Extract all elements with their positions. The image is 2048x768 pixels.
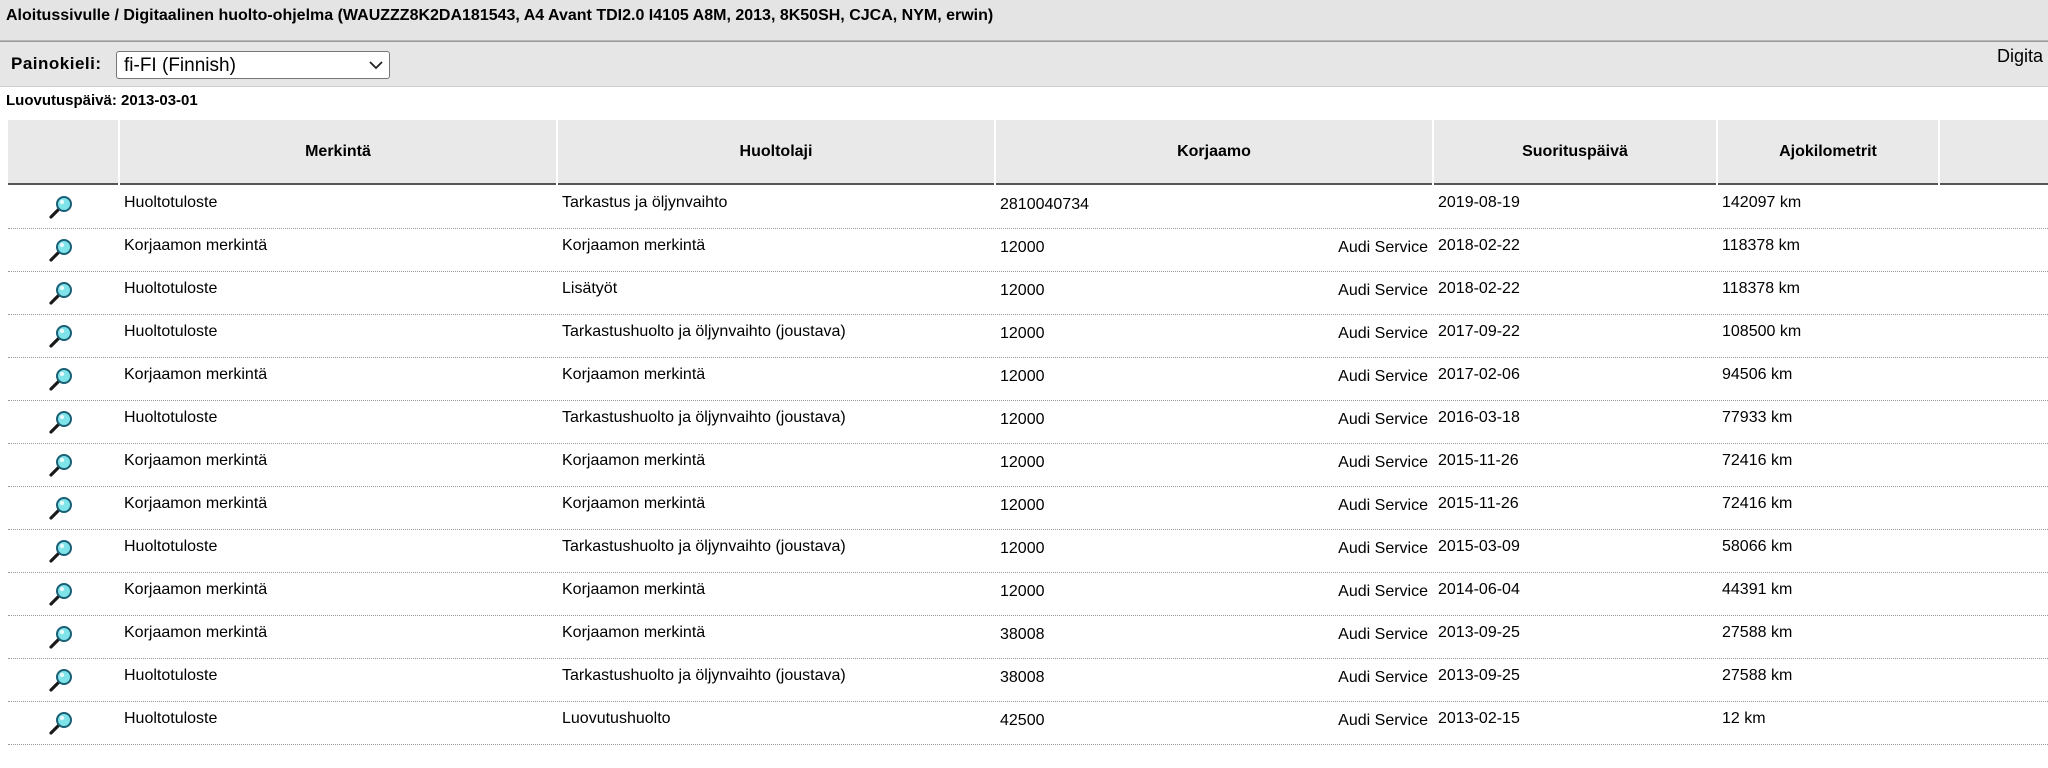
- mileage-cell: 12 km: [1722, 710, 1766, 727]
- table-row[interactable]: [8, 315, 2048, 358]
- mileage-cell: 142097 km: [1722, 194, 1802, 211]
- header-date[interactable]: Suorituspäivä: [1434, 120, 1716, 185]
- service-type-cell: Tarkastushuolto ja öljynvaihto (joustava): [562, 409, 846, 426]
- service-type-cell: Luovutushuolto: [562, 710, 671, 727]
- workshop-name-cell: Audi Service: [1338, 712, 1428, 729]
- service-type-cell: Tarkastushuolto ja öljynvaihto (joustava): [562, 538, 846, 555]
- service-type-cell: Tarkastushuolto ja öljynvaihto (joustava): [562, 667, 846, 684]
- mileage-cell: 44391 km: [1722, 581, 1793, 598]
- print-language-label: Painokieli:: [11, 54, 102, 73]
- header-mileage[interactable]: Ajokilometrit: [1718, 120, 1938, 185]
- chevron-down-icon: [369, 60, 383, 70]
- table-row[interactable]: [8, 659, 2048, 702]
- workshop-number-cell: 12000: [1000, 282, 1045, 299]
- entry-cell: Korjaamon merkintä: [124, 237, 268, 254]
- workshop-name-cell: Audi Service: [1338, 239, 1428, 256]
- header-bar: [0, 0, 2048, 41]
- date-cell: 2018-02-22: [1438, 237, 1520, 254]
- entry-cell: Korjaamon merkintä: [124, 495, 268, 512]
- workshop-name-cell: Audi Service: [1338, 626, 1428, 643]
- header-extra-column: [1940, 120, 2048, 185]
- magnifier-icon[interactable]: [48, 323, 74, 349]
- service-type-cell: Lisätyöt: [562, 280, 618, 297]
- entry-cell: Huoltotuloste: [124, 194, 218, 211]
- workshop-number-cell: 2810040734: [1000, 196, 1089, 213]
- entry-cell: Korjaamon merkintä: [124, 581, 268, 598]
- date-cell: 2013-09-25: [1438, 624, 1520, 641]
- truncated-header-text: Digita: [1997, 46, 2044, 66]
- magnifier-icon[interactable]: [48, 538, 74, 564]
- print-language-bar: [0, 41, 2048, 87]
- mileage-cell: 58066 km: [1722, 538, 1793, 555]
- mileage-cell: 72416 km: [1722, 495, 1793, 512]
- workshop-number-cell: 12000: [1000, 497, 1045, 514]
- entry-cell: Huoltotuloste: [124, 409, 218, 426]
- workshop-name-cell: Audi Service: [1338, 411, 1428, 428]
- table-row[interactable]: [8, 444, 2048, 487]
- mileage-cell: 118378 km: [1722, 237, 1800, 254]
- workshop-number-cell: 12000: [1000, 411, 1045, 428]
- entry-cell: Korjaamon merkintä: [124, 624, 268, 641]
- header-service-type[interactable]: Huoltolaji: [558, 120, 994, 185]
- mileage-cell: 27588 km: [1722, 624, 1793, 641]
- magnifier-icon[interactable]: [48, 667, 74, 693]
- service-type-cell: Korjaamon merkintä: [562, 581, 706, 598]
- date-cell: 2013-02-15: [1438, 710, 1520, 727]
- magnifier-icon[interactable]: [48, 280, 74, 306]
- magnifier-icon[interactable]: [48, 237, 74, 263]
- date-cell: 2015-11-26: [1438, 495, 1519, 512]
- mileage-cell: 108500 km: [1722, 323, 1802, 340]
- table-row[interactable]: [8, 401, 2048, 444]
- table-row[interactable]: [8, 229, 2048, 272]
- magnifier-icon[interactable]: [48, 452, 74, 478]
- date-cell: 2018-02-22: [1438, 280, 1520, 297]
- table-row[interactable]: [8, 186, 2048, 229]
- magnifier-icon[interactable]: [48, 194, 74, 220]
- workshop-number-cell: 12000: [1000, 540, 1045, 557]
- date-cell: 2014-06-04: [1438, 581, 1520, 598]
- magnifier-icon[interactable]: [48, 366, 74, 392]
- service-type-cell: Korjaamon merkintä: [562, 452, 706, 469]
- date-cell: 2015-11-26: [1438, 452, 1519, 469]
- workshop-number-cell: 38008: [1000, 626, 1045, 643]
- entry-cell: Huoltotuloste: [124, 667, 218, 684]
- date-cell: 2017-09-22: [1438, 323, 1520, 340]
- magnifier-icon[interactable]: [48, 409, 74, 435]
- workshop-name-cell: Audi Service: [1338, 583, 1428, 600]
- workshop-number-cell: 12000: [1000, 583, 1045, 600]
- workshop-number-cell: 12000: [1000, 454, 1045, 471]
- mileage-cell: 77933 km: [1722, 409, 1793, 426]
- service-type-cell: Korjaamon merkintä: [562, 366, 706, 383]
- entry-cell: Huoltotuloste: [124, 323, 218, 340]
- entry-cell: Huoltotuloste: [124, 710, 218, 727]
- date-cell: 2015-03-09: [1438, 538, 1520, 555]
- table-row[interactable]: [8, 573, 2048, 616]
- workshop-name-cell: Audi Service: [1338, 325, 1428, 342]
- entry-cell: Huoltotuloste: [124, 280, 218, 297]
- magnifier-icon[interactable]: [48, 581, 74, 607]
- table-row[interactable]: [8, 530, 2048, 573]
- table-row[interactable]: [8, 702, 2048, 745]
- service-history-table: [8, 120, 2048, 768]
- magnifier-icon[interactable]: [48, 624, 74, 650]
- table-row[interactable]: [8, 487, 2048, 530]
- date-cell: 2013-09-25: [1438, 667, 1520, 684]
- entry-cell: Huoltotuloste: [124, 538, 218, 555]
- mileage-cell: 94506 km: [1722, 366, 1793, 383]
- print-language-value: fi-FI (Finnish): [124, 55, 236, 76]
- date-cell: 2017-02-06: [1438, 366, 1520, 383]
- service-type-cell: Korjaamon merkintä: [562, 495, 706, 512]
- mileage-cell: 72416 km: [1722, 452, 1793, 469]
- service-type-cell: Tarkastushuolto ja öljynvaihto (joustava): [562, 323, 846, 340]
- print-language-select[interactable]: [116, 51, 390, 79]
- table-row[interactable]: [8, 358, 2048, 401]
- table-row[interactable]: [8, 616, 2048, 659]
- workshop-name-cell: Audi Service: [1338, 497, 1428, 514]
- workshop-name-cell: Audi Service: [1338, 368, 1428, 385]
- entry-cell: Korjaamon merkintä: [124, 452, 268, 469]
- entry-cell: Korjaamon merkintä: [124, 366, 268, 383]
- magnifier-icon[interactable]: [48, 495, 74, 521]
- workshop-number-cell: 12000: [1000, 368, 1045, 385]
- mileage-cell: 27588 km: [1722, 667, 1793, 684]
- mileage-cell: 118378 km: [1722, 280, 1800, 297]
- workshop-number-cell: 42500: [1000, 712, 1045, 729]
- workshop-name-cell: Audi Service: [1338, 454, 1428, 471]
- breadcrumb[interactable]: Aloitussivulle / Digitaalinen huolto-ohjelma (WAUZZZ8K2DA181543, A4 Avant TDI2.0 I4105 A8M, 2013, 8K50SH, CJCA, NYM, erwin): [6, 7, 994, 24]
- workshop-name-cell: Audi Service: [1338, 669, 1428, 686]
- header-workshop[interactable]: Korjaamo: [996, 120, 1432, 185]
- workshop-number-cell: 12000: [1000, 325, 1045, 342]
- header-icon-column: [8, 120, 118, 185]
- service-type-cell: Korjaamon merkintä: [562, 624, 706, 641]
- date-cell: 2019-08-19: [1438, 194, 1520, 211]
- table-row[interactable]: [8, 272, 2048, 315]
- magnifier-icon[interactable]: [48, 710, 74, 736]
- header-entry[interactable]: Merkintä: [120, 120, 556, 185]
- workshop-number-cell: 12000: [1000, 239, 1045, 256]
- workshop-number-cell: 38008: [1000, 669, 1045, 686]
- service-type-cell: Korjaamon merkintä: [562, 237, 706, 254]
- workshop-name-cell: Audi Service: [1338, 282, 1428, 299]
- workshop-name-cell: Audi Service: [1338, 540, 1428, 557]
- date-cell: 2016-03-18: [1438, 409, 1520, 426]
- handover-date: Luovutuspäivä: 2013-03-01: [6, 92, 198, 109]
- service-type-cell: Tarkastus ja öljynvaihto: [562, 194, 728, 211]
